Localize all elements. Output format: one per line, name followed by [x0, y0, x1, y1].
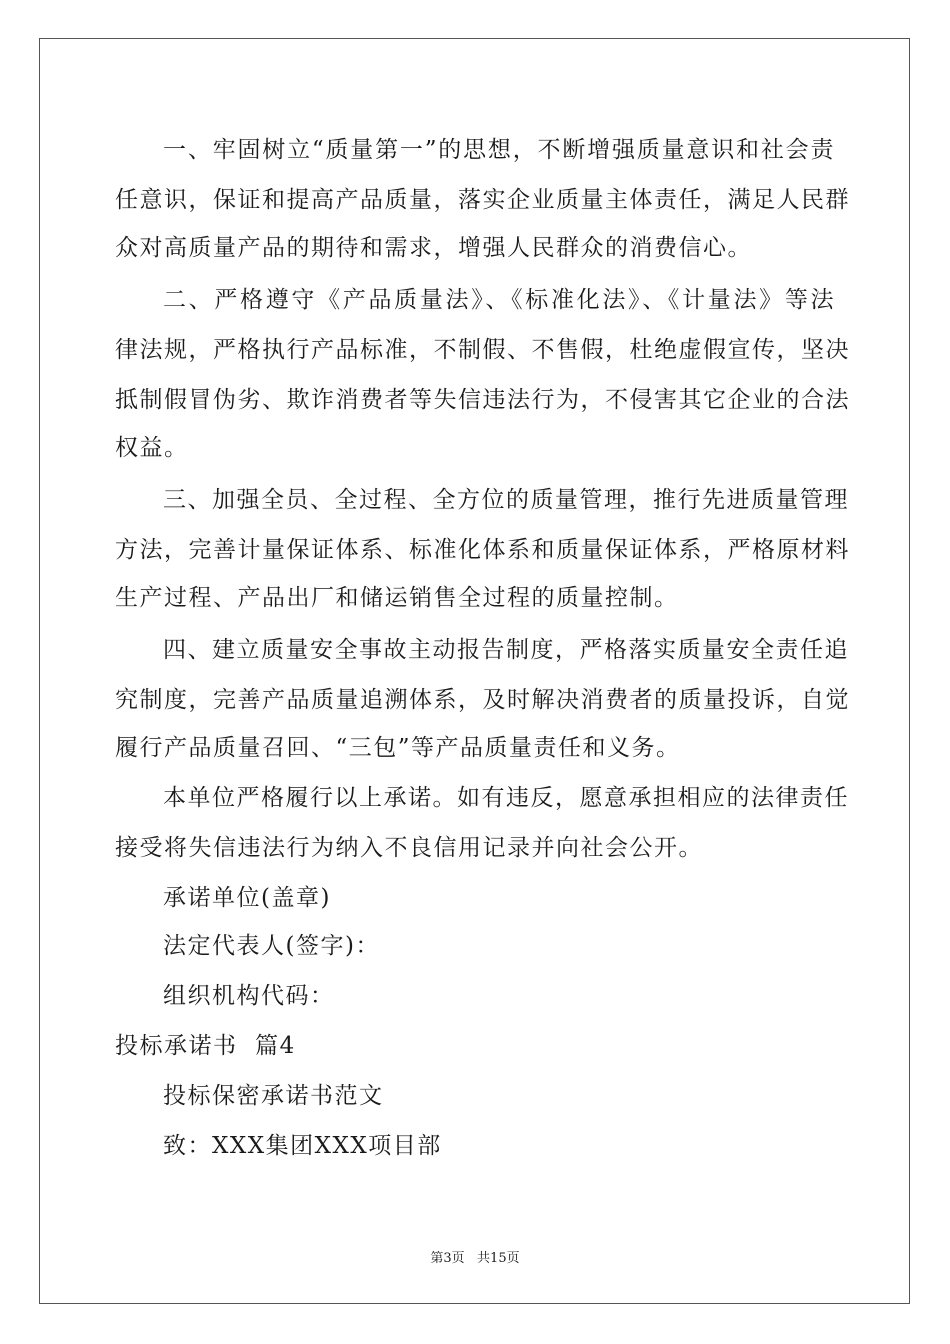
text-line: 律法规，严格执行产品标准，不制假、不售假，杜绝虚假宣传，坚决: [115, 337, 850, 363]
text-line: 究制度，完善产品质量追溯体系，及时解决消费者的质量投诉，自觉: [115, 687, 850, 713]
section-heading: 投标承诺书 篇4: [115, 1033, 296, 1059]
text-line: 抵制假冒伪劣、欺诈消费者等失信违法行为，不侵害其它企业的合法: [115, 387, 850, 413]
text-line: 方法，完善计量保证体系、标准化体系和质量保证体系，严格原材料: [115, 537, 850, 563]
text-line: 三、加强全员、全过程、全方位的质量管理，推行先进质量管理: [163, 487, 849, 513]
text-line: 权益。: [115, 435, 189, 461]
subsection-title: 投标保密承诺书范文: [163, 1083, 384, 1109]
text-line: 接受将失信违法行为纳入不良信用记录并向社会公开。: [115, 835, 703, 861]
text-line: 生产过程、产品出厂和储运销售全过程的质量控制。: [115, 585, 679, 611]
text-line: 二、严格遵守《产品质量法》、《标准化法》、《计量法》等法: [163, 287, 835, 313]
organization-code-label: 组织机构代码：: [163, 983, 335, 1009]
text-line: 四、建立质量安全事故主动报告制度，严格落实质量安全责任追: [163, 637, 849, 663]
text-line: 履行产品质量召回、“三包”等产品质量责任和义务。: [115, 735, 681, 761]
text-line: 本单位严格履行以上承诺。如有违反，愿意承担相应的法律责任: [163, 785, 849, 811]
page-number-footer: 第3页 共15页: [430, 1251, 520, 1266]
legal-representative-label: 法定代表人(签字)：: [163, 933, 380, 959]
addressee-line: 致：XXX集团XXX项目部: [163, 1133, 442, 1159]
text-line: 一、牢固树立“质量第一”的思想，不断增强质量意识和社会责: [163, 137, 835, 163]
text-line: 任意识，保证和提高产品质量，落实企业质量主体责任，满足人民群: [115, 187, 850, 213]
text-line: 众对高质量产品的期待和需求，增强人民群众的消费信心。: [115, 235, 752, 261]
page-border: [39, 38, 910, 1304]
signature-unit-label: 承诺单位(盖章): [163, 885, 331, 911]
